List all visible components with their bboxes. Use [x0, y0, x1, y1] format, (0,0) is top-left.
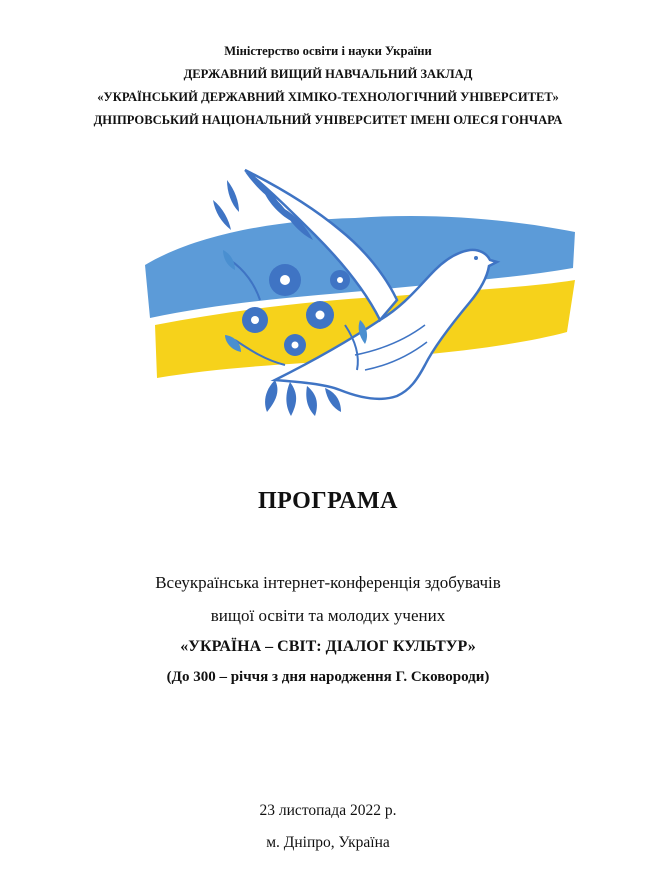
header-block [0, 40, 656, 132]
conference-dedication: (До 300 – річчя з дня народження Г. Сковороди) [166, 669, 490, 685]
university-line: «УКРАЇНСЬКИЙ ДЕРЖАВНИЙ ХІМІКО-ТЕХНОЛОГІЧНИЙ УНІВЕРСИТЕТ» [97, 90, 559, 104]
conference-block [0, 566, 656, 692]
event-place: м. Дніпро, Україна [266, 834, 390, 851]
conference-line-2: вищої освіти та молодих учених [210, 606, 446, 625]
partner-university-line: ДНІПРОВСЬКИЙ НАЦІОНАЛЬНИЙ УНІВЕРСИТЕТ ІМЕНІ ОЛЕСЯ ГОНЧАРА [93, 113, 563, 127]
footer-block [0, 795, 656, 859]
institution-type-line: ДЕРЖАВНИЙ ВИЩИЙ НАВЧАЛЬНИЙ ЗАКЛАД [183, 67, 473, 81]
ministry-line: Міністерство освіти і науки України [224, 44, 432, 58]
page-title: ПРОГРАМА [257, 488, 399, 514]
conference-line-1: Всеукраїнська інтернет-конференція здобувачів [155, 573, 501, 592]
conference-name: «УКРАЇНА – СВІТ: ДІАЛОГ КУЛЬТУР» [180, 638, 476, 655]
event-date: 23 листопада 2022 р. [259, 802, 397, 819]
dove-with-flowers-icon [135, 150, 585, 430]
dove-eye [474, 256, 478, 260]
